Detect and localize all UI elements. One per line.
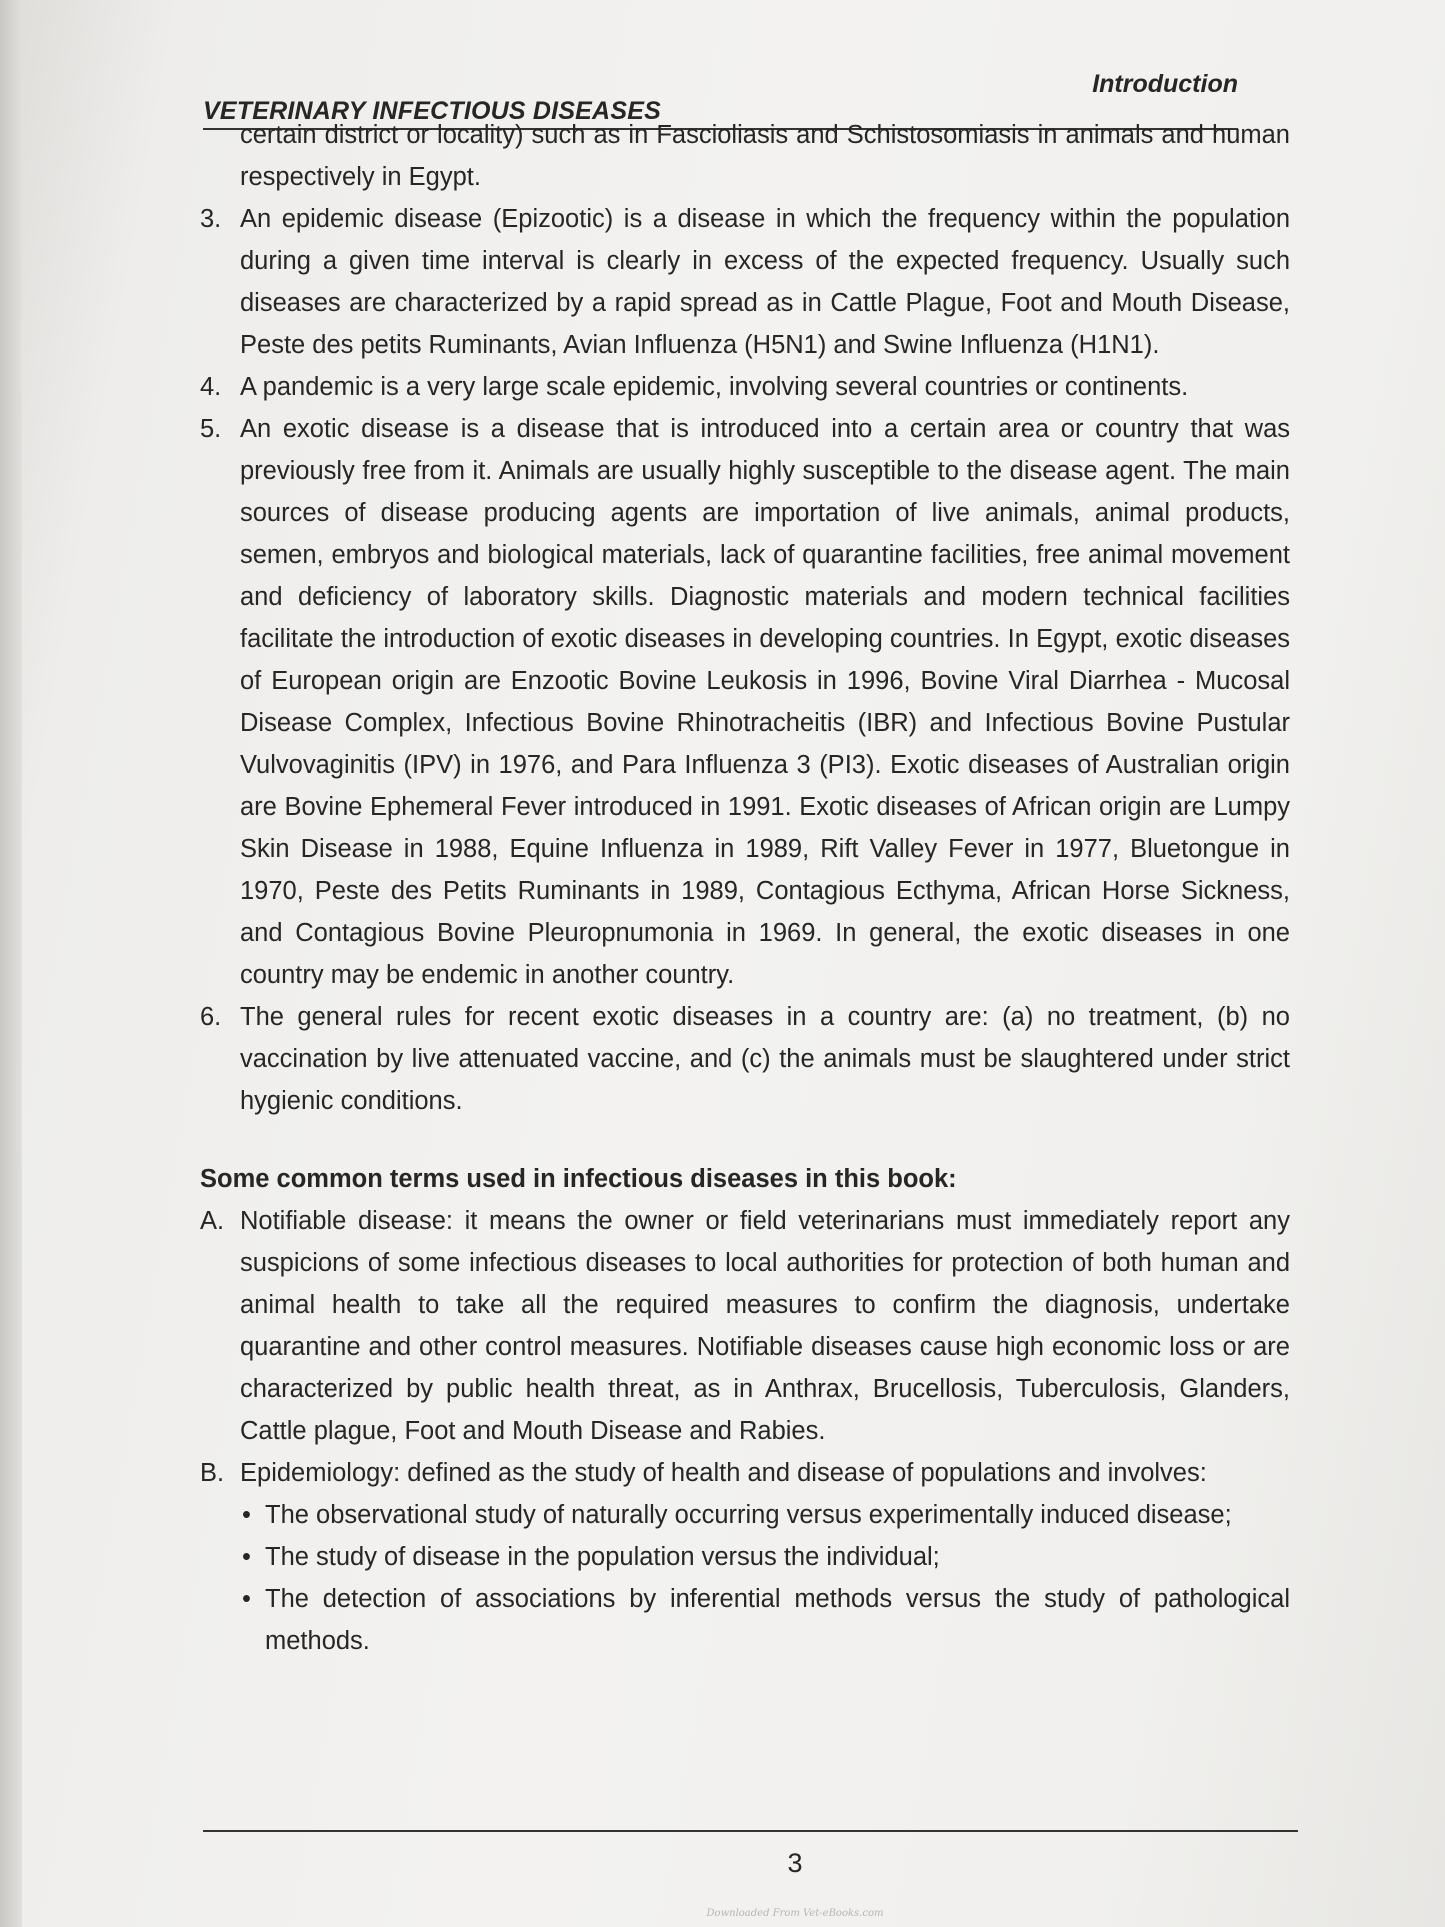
numbered-item: [200, 198, 1290, 366]
footer-rule: [203, 1830, 1298, 1832]
item-text: Epidemiology: defined as the study of health and disease of populations and involves:: [240, 1459, 1207, 1487]
item-letter: A.: [200, 1207, 225, 1235]
lettered-item: [200, 1200, 1290, 1452]
item-number: 4.: [200, 373, 222, 401]
page-number: 3: [787, 1848, 803, 1878]
numbered-item: [200, 366, 1290, 408]
bullet-symbol: •: [242, 1501, 251, 1529]
lettered-item: [200, 1452, 1290, 1494]
numbered-item: [200, 408, 1290, 996]
item-number: 5.: [200, 415, 222, 443]
bullet-text: The detection of associations by inferential methods versus the study of pathological methods.: [265, 1585, 1290, 1655]
download-watermark: Downloaded From Vet-eBooks.com: [706, 1908, 884, 1919]
item-text: The general rules for recent exotic diseases in a country are: (a) no treatment, (b) no vaccination by live attenuated vaccine, and (c) the animals must be slaughtered under strict hygienic conditions.: [240, 1003, 1290, 1115]
numbered-item: [200, 996, 1290, 1122]
item-text: Notifiable disease: it means the owner or field veterinarians must immediately report any suspicions of some infectious diseases to local authorities for protection of both human and animal health to take all the required measures to confirm the diagnosis, undertake quarantine and other control measures. Notifiable diseases cause high economic loss or are characterized by public health threat, as in Anthrax, Brucellosis, Tuberculosis, Glanders, Cattle plague, Foot and Mouth Disease and Rabies.: [240, 1207, 1290, 1445]
bullet-text: The observational study of naturally occurring versus experimentally induced disease;: [265, 1501, 1232, 1529]
item-text: An epidemic disease (Epizootic) is a disease in which the frequency within the population during a given time interval is clearly in excess of the expected frequency. Usually such diseases are characterized by a rapid spread as in Cattle Plague, Foot and Mouth Disease, Peste des petits Ruminants, Avian Influenza (H5N1) and Swine Influenza (H1N1).: [240, 205, 1290, 359]
item-letter: B.: [200, 1459, 225, 1487]
bullet-item: [240, 1578, 1290, 1662]
bullet-symbol: •: [242, 1585, 251, 1613]
book-title: VETERINARY INFECTIOUS DISEASES: [203, 97, 661, 125]
bullet-text: The study of disease in the population versus the individual;: [265, 1543, 940, 1571]
page-spine-shadow: [0, 0, 22, 1927]
section-title: Introduction: [1092, 70, 1238, 98]
item-number: 3.: [200, 205, 222, 233]
terms-heading: Some common terms used in infectious diseases in this book:: [200, 1165, 957, 1193]
bullet-item: [240, 1536, 1290, 1578]
item-number: 6.: [200, 1003, 222, 1031]
epidemiology-bullet-list: [200, 1494, 1290, 1662]
item-text: A pandemic is a very large scale epidemic, involving several countries or continents.: [240, 373, 1189, 401]
page-body: [200, 114, 1290, 1662]
bullet-item: [240, 1494, 1290, 1536]
item-text: An exotic disease is a disease that is introduced into a certain area or country that was previously free from it. Animals are usually highly susceptible to the disease agent. The main sources of disease producing agents are importation of live animals, animal products, semen, embryos and biological materials, lack of quarantine facilities, free animal movement and deficiency of laboratory skills. Diagnostic materials and modern technical facilities facilitate the introduction of exotic diseases in developing countries. In Egypt, exotic diseases of European origin are Enzootic Bovine Leukosis in 1996, Bovine Viral Diarrhea - Mucosal Disease Complex, Infectious Bovine Rhinotracheitis (IBR) and Infectious Bovine Pustular Vulvovaginitis (IPV) in 1976, and Para Influenza 3 (PI3). Exotic diseases of Australian origin are Bovine Ephemeral Fever introduced in 1991. Exotic diseases of African origin are Lumpy Skin Disease in 1988, Equine Influenza in 1989, Rift Valley Fever in 1977, Bluetongue in 1970, Peste des Petits Ruminants in 1989, Contagious Ecthyma, African Horse Sickness, and Contagious Bovine Pleuropnumonia in 1969. In general, the exotic diseases in one country may be endemic in another country.: [240, 415, 1290, 989]
bullet-symbol: •: [242, 1543, 251, 1571]
continuation-paragraph: certain district or locality) such as in Fascioliasis and Schistosomiasis in animals and human respectively in Egypt.: [240, 121, 1290, 191]
